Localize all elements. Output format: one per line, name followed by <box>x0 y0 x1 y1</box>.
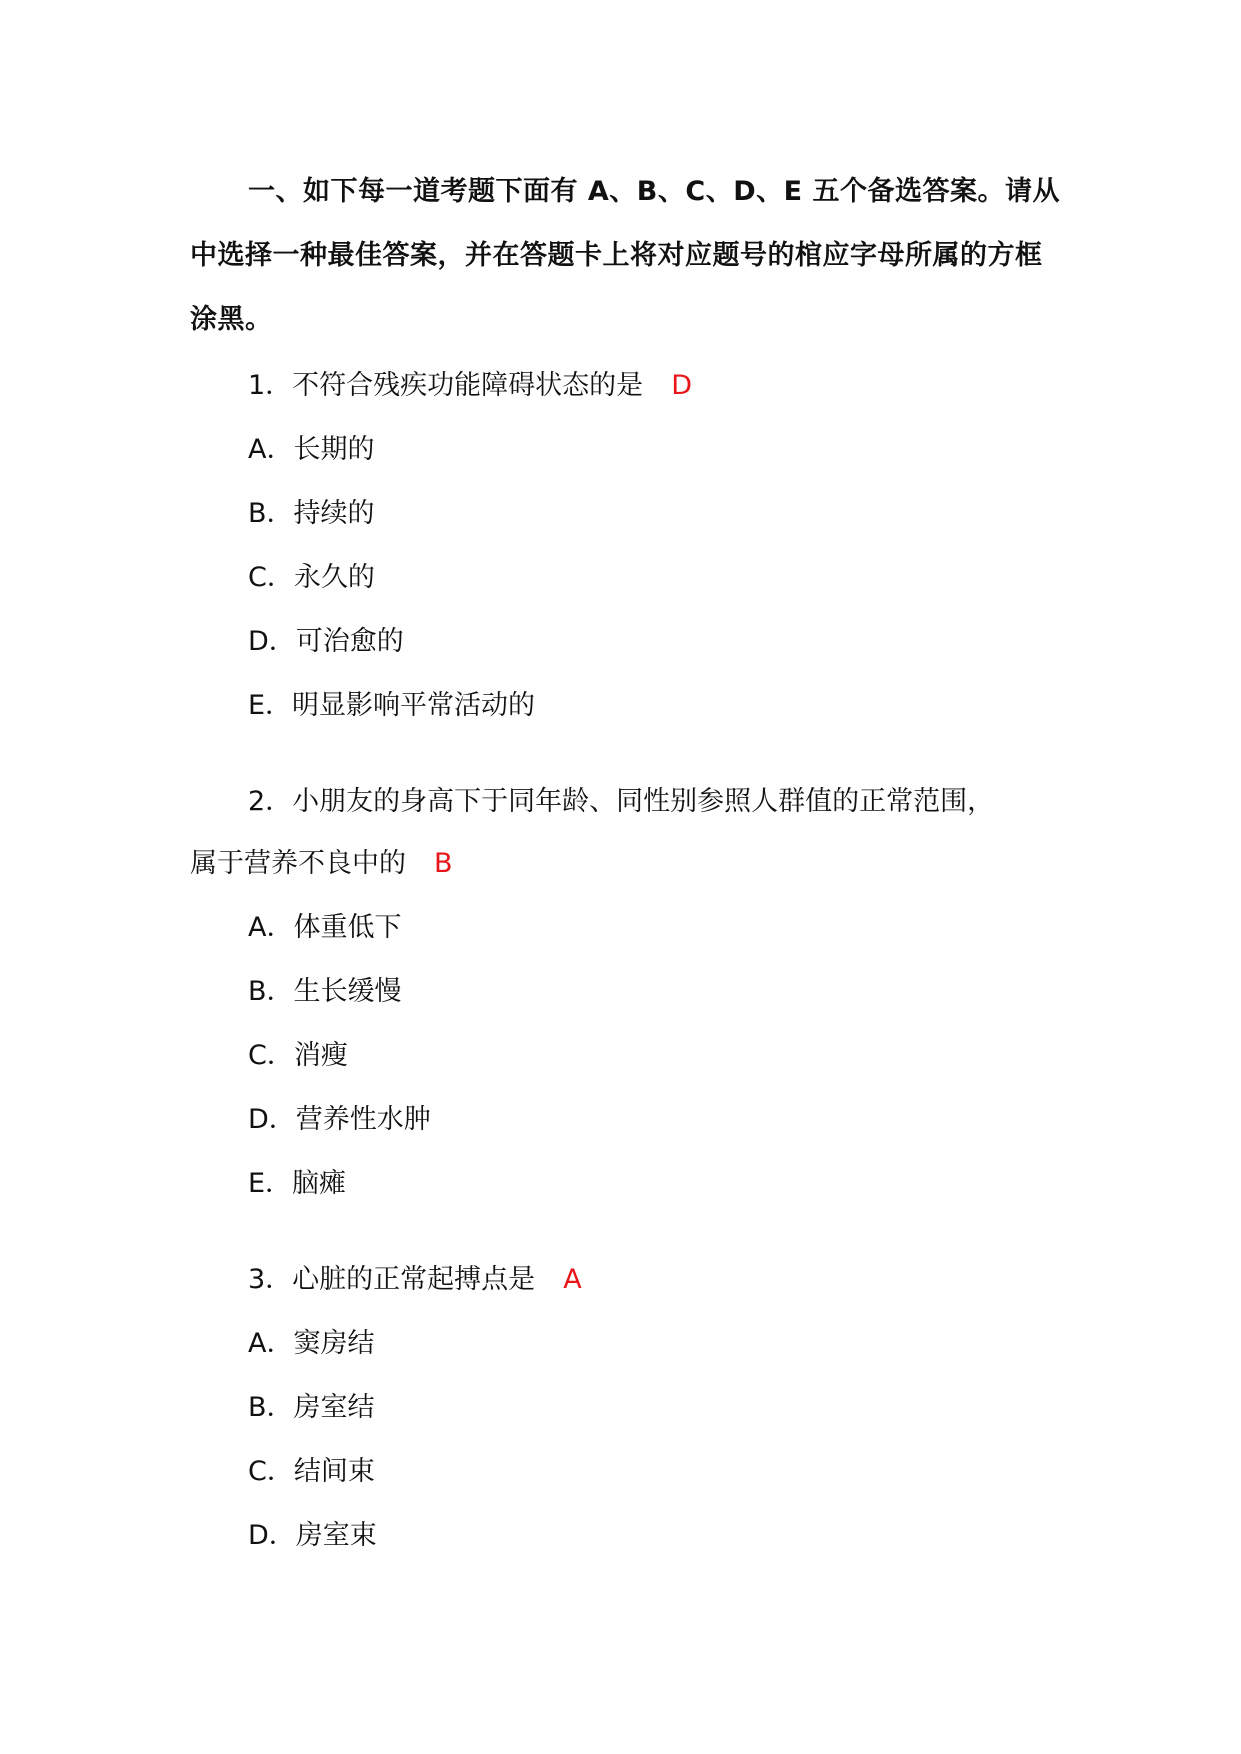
question-2-stem: 属于营养不良中的 <box>190 848 406 879</box>
question-3-option-c: C．结间束 <box>248 1456 375 1487</box>
question-1-stem: 1．不符合残疾功能障碍状态的是 <box>248 370 644 401</box>
question-2-option-e: E．脑瘫 <box>248 1168 347 1199</box>
question-1-answer: D <box>671 370 692 401</box>
question-1-option-c: C．永久的 <box>248 562 375 593</box>
question-2-answer: B <box>434 848 453 879</box>
question-3-option-d: D．房室束 <box>248 1520 377 1551</box>
question-3-answer: A <box>563 1264 582 1295</box>
question-2-stem-line2 <box>190 846 453 882</box>
question-1-option-e: E．明显影响平常活动的 <box>248 690 536 721</box>
question-2-option-c: C．消瘦 <box>248 1040 348 1071</box>
question-3-option-b: B．房室结 <box>248 1392 375 1423</box>
question-2-option-b: B．生长缓慢 <box>248 976 402 1007</box>
question-2-option-a: A．体重低下 <box>248 912 402 943</box>
question-3-option-a: A．窦房结 <box>248 1328 375 1359</box>
question-1-option-d: D．可治愈的 <box>248 626 404 657</box>
question-1-option-b: B．持续的 <box>248 498 375 529</box>
question-2-option-d: D．营养性水肿 <box>248 1104 431 1135</box>
question-3-stem: 3．心脏的正常起搏点是 <box>248 1264 536 1295</box>
question-3-stem-line <box>248 1262 582 1298</box>
section-instructions: 一、如下每一道考题下面有 A、B、C、D、E 五个备选答案。请从中选择一种最佳答案，并在答题卡上将对应题号的棺应字母所属的方框涂黑。 <box>190 176 1060 335</box>
question-1-option-a: A．长期的 <box>248 434 375 465</box>
question-2-stem-line1: 2．小朋友的身高下于同年龄、同性别参照人群值的正常范围， <box>248 786 995 817</box>
question-1-stem-line <box>248 368 692 404</box>
